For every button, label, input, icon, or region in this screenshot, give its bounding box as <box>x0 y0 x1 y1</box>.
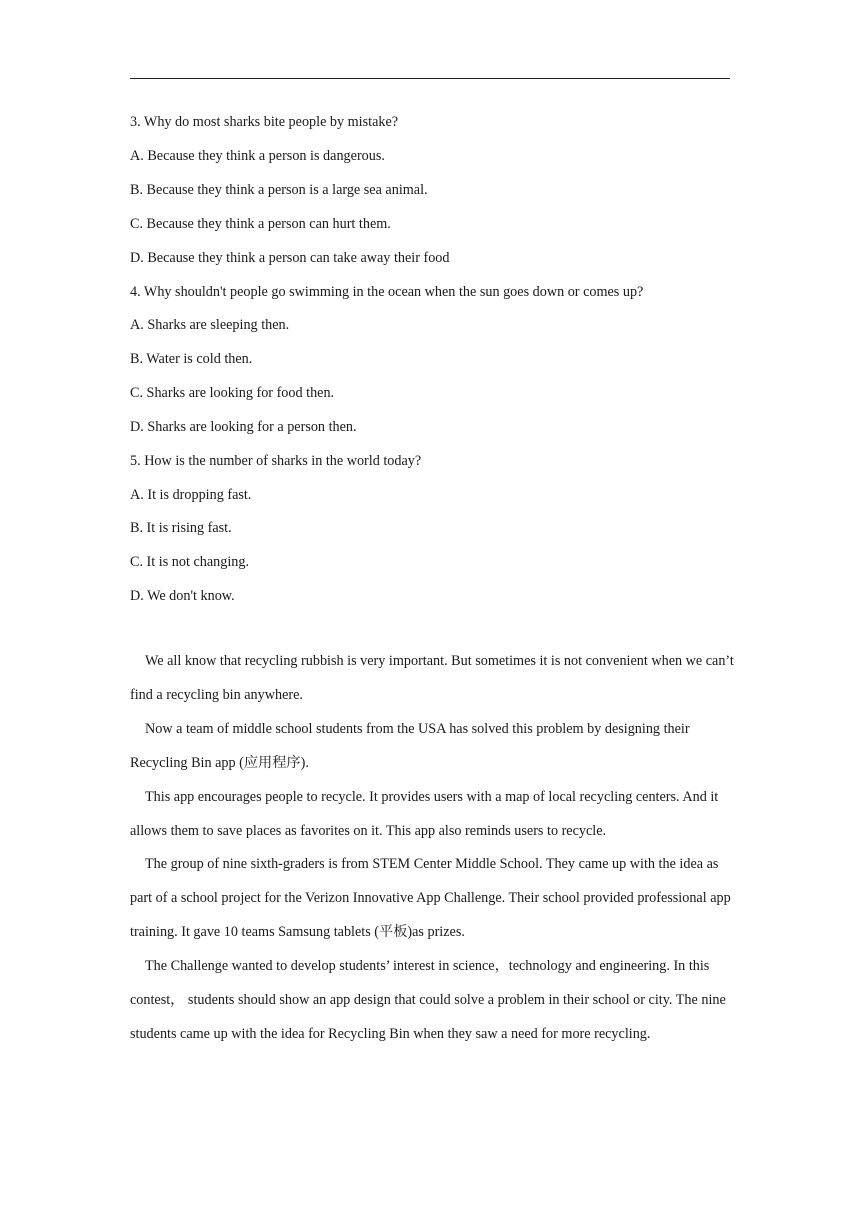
passage-paragraph-4: The group of nine sixth-graders is from STEM Center Middle School. They came up with the idea as part of a school project for the Verizon Innovative App Challenge. Their school provided professional app training. It gave 10 teams Samsung tablets (平板)as prizes. <box>130 856 731 941</box>
header-rule <box>130 78 730 79</box>
reading-passage <box>130 645 734 1052</box>
question-4: 4. Why shouldn't people go swimming in the ocean when the sun goes down or comes up? <box>130 284 644 300</box>
question-4-option-b: B. Water is cold then. <box>130 351 253 367</box>
question-5-option-b: B. It is rising fast. <box>130 520 232 536</box>
passage-paragraph-3: This app encourages people to recycle. It provides users with a map of local recycling centers. And it allows them to save places as favorites on it. This app also reminds users to recycle. <box>130 788 719 839</box>
question-3-option-a: A. Because they think a person is dangerous. <box>130 148 385 164</box>
question-5-option-a: A. It is dropping fast. <box>130 487 252 503</box>
passage-paragraph-5: The Challenge wanted to develop students’ interest in science，technology and engineering. In this contest， students should show an app design that could solve a problem in their school or city. The nine students came up with the idea for Recycling Bin when they saw a need for more recycling. <box>130 958 726 1042</box>
question-3-option-c: C. Because they think a person can hurt them. <box>130 216 391 232</box>
question-3: 3. Why do most sharks bite people by mistake? <box>130 114 399 130</box>
question-5-option-c: C. It is not changing. <box>130 554 250 570</box>
question-4-option-d: D. Sharks are looking for a person then. <box>130 419 357 435</box>
passage-paragraph-2: Now a team of middle school students from the USA has solved this problem by designing their Recycling Bin app (应用程序). <box>130 720 690 771</box>
question-5-option-d: D. We don't know. <box>130 588 235 604</box>
question-4-option-a: A. Sharks are sleeping then. <box>130 317 290 333</box>
passage-paragraph-1: We all know that recycling rubbish is very important. But sometimes it is not convenient when we can’t find a recycling bin anywhere. <box>130 653 734 703</box>
question-5: 5. How is the number of sharks in the world today? <box>130 453 422 469</box>
question-3-option-d: D. Because they think a person can take away their food <box>130 250 450 266</box>
question-4-option-c: C. Sharks are looking for food then. <box>130 385 335 401</box>
question-3-option-b: B. Because they think a person is a large sea animal. <box>130 182 428 198</box>
